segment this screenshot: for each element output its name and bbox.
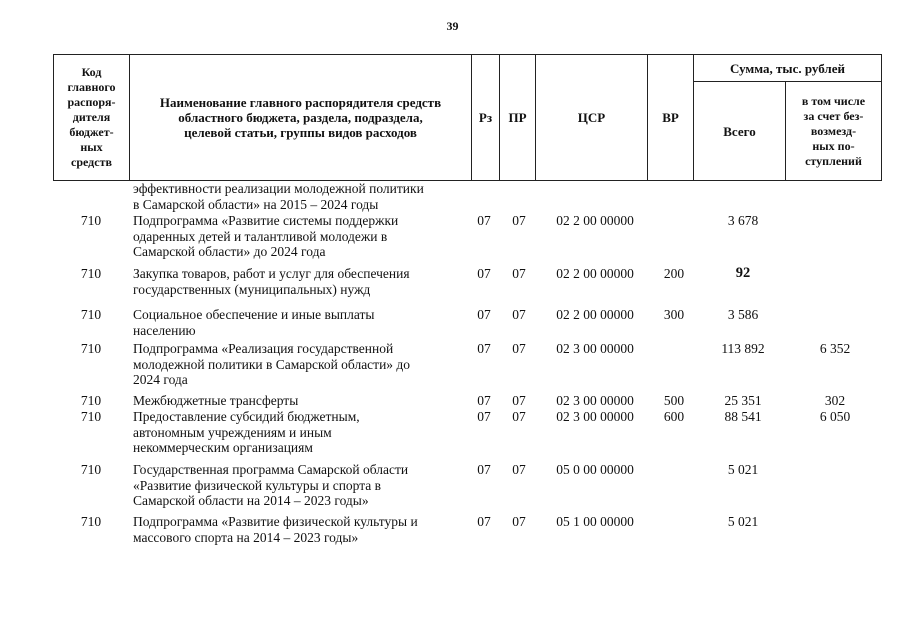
header-rz: Рз	[472, 55, 500, 181]
cell-code: 710	[80, 409, 102, 424]
cell-rz: 07	[477, 409, 491, 424]
cell-name: Подпрограмма «Реализация государственной молодежной политики в Самарской области» до 2024 года	[133, 341, 411, 387]
cell-name: Подпрограмма «Развитие системы поддержки одаренных детей и талантливой молодежи в Самарской области» до 2024 года	[133, 213, 399, 259]
cell-vr: 500	[663, 393, 685, 408]
cell-rz: 07	[477, 514, 491, 529]
cell-pr: 07	[512, 341, 526, 356]
cell-pr: 07	[512, 266, 526, 281]
cell-code: 710	[80, 213, 102, 228]
cell-name: Предоставление субсидий бюджетным, автономным учреждениям и иным некоммерческим организациям	[133, 409, 360, 455]
cell-free: 6 050	[819, 409, 851, 424]
cell-csr: 02 3 00 00000	[556, 341, 634, 356]
cell-csr: 02 2 00 00000	[556, 307, 634, 322]
cell-rz: 07	[477, 213, 491, 228]
cell-pr: 07	[512, 514, 526, 529]
cell-rz: 07	[477, 393, 491, 408]
cell-pr: 07	[512, 462, 526, 477]
cell-name: Межбюджетные трансферты	[133, 393, 299, 408]
cell-vr: 200	[663, 266, 685, 281]
cell-name: эффективности реализации молодежной политики в Самарской области» на 2015 – 2024 годы	[133, 181, 424, 212]
cell-code: 710	[80, 266, 102, 281]
header-vr: ВР	[648, 55, 694, 181]
cell-code: 710	[80, 514, 102, 529]
cell-vr: 600	[663, 409, 685, 424]
cell-name: Подпрограмма «Развитие физической культуры и массового спорта на 2014 – 2023 годы»	[133, 514, 418, 545]
cell-csr: 05 1 00 00000	[556, 514, 634, 529]
cell-total: 88 541	[724, 409, 762, 424]
cell-code: 710	[80, 341, 102, 356]
cell-total: 5 021	[727, 462, 759, 477]
header-csr: ЦСР	[536, 55, 648, 181]
cell-vr: 300	[663, 307, 685, 322]
cell-free: 6 352	[819, 341, 851, 356]
cell-rz: 07	[477, 307, 491, 322]
header-code: Код главного распоря- дителя бюджет- ных средств	[54, 55, 130, 181]
cell-csr: 02 2 00 00000	[556, 213, 634, 228]
cell-rz: 07	[477, 341, 491, 356]
header-sum: Сумма, тыс. рублей	[694, 55, 882, 82]
cell-total: 25 351	[724, 393, 762, 408]
cell-pr: 07	[512, 307, 526, 322]
cell-pr: 07	[512, 409, 526, 424]
cell-total: 5 021	[727, 514, 759, 529]
cell-code: 710	[80, 393, 102, 408]
header-free: в том числе за счет без- возмезд- ных по- ступлений	[786, 82, 882, 181]
cell-pr: 07	[512, 213, 526, 228]
cell-csr: 02 2 00 00000	[556, 266, 634, 281]
cell-name: Государственная программа Самарской области «Развитие физической культуры и спорта в Самарской области на 2014 – 2023 годы»	[133, 462, 409, 508]
cell-csr: 02 3 00 00000	[556, 393, 634, 408]
cell-name: Закупка товаров, работ и услуг для обеспечения государственных (муниципальных) нужд	[133, 266, 410, 297]
cell-code: 710	[80, 462, 102, 477]
cell-csr: 02 3 00 00000	[556, 409, 634, 424]
header-name: Наименование главного распорядителя средств областного бюджета, раздела, подраздела, целевой статьи, группы видов расходов	[130, 55, 472, 181]
header-total: Всего	[694, 82, 786, 181]
cell-total: 3 678	[727, 213, 759, 228]
cell-name: Социальное обеспечение и иные выплаты населению	[133, 307, 375, 338]
cell-rz: 07	[477, 462, 491, 477]
table-header	[53, 54, 882, 181]
cell-pr: 07	[512, 393, 526, 408]
header-pr: ПР	[500, 55, 536, 181]
cell-code: 710	[80, 307, 102, 322]
cell-total: 3 586	[727, 307, 759, 322]
cell-total: 113 892	[721, 341, 765, 356]
cell-free: 302	[824, 393, 846, 408]
cell-csr: 05 0 00 00000	[556, 462, 634, 477]
cell-total: 92	[735, 265, 751, 281]
page-number: 39	[446, 19, 459, 33]
cell-rz: 07	[477, 266, 491, 281]
